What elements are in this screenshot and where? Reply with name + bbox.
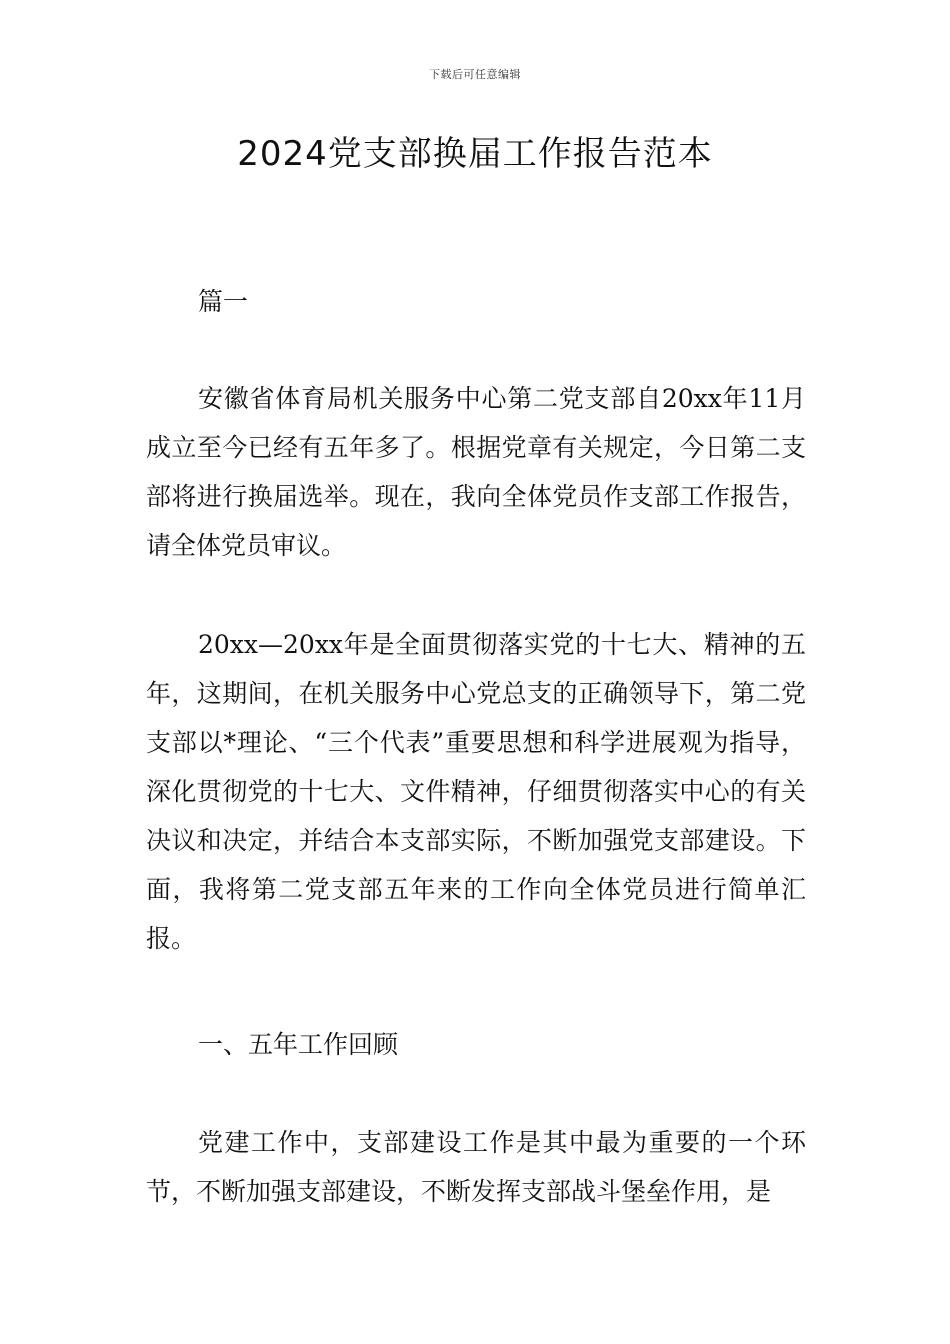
section-heading: 一、五年工作回顾 bbox=[198, 1030, 399, 1059]
header-note: 下载后可任意编辑 bbox=[429, 68, 521, 81]
document-title: 2024党支部换届工作报告范本 bbox=[237, 134, 713, 174]
paragraph-2: 20xx—20xx年是全面贯彻落实党的十七大、精神的五年，这期间，在机关服务中心党总支的正确领导下，第二党支部以*理论、“三个代表”重要思想和科学进展观为指导，深化贯彻党的十七大、文件精神，仔细贯彻落实中心的有关决议和决定，并结合本支部实际，不断加强党支部建设。下面，我将第二党支部五年来的工作向全体党员进行简单汇报。 bbox=[146, 630, 806, 953]
paragraph-3: 党建工作中，支部建设工作是其中最为重要的一个环节，不断加强支部建设，不断发挥支部战斗堡垒作用，是 bbox=[146, 1128, 806, 1206]
section-label: 篇一 bbox=[198, 287, 249, 316]
paragraph-1: 安徽省体育局机关服务中心第二党支部自20xx年11月成立至今已经有五年多了。根据党章有关规定，今日第二支部将进行换届选举。现在，我向全体党员作支部工作报告，请全体党员审议。 bbox=[146, 384, 806, 560]
